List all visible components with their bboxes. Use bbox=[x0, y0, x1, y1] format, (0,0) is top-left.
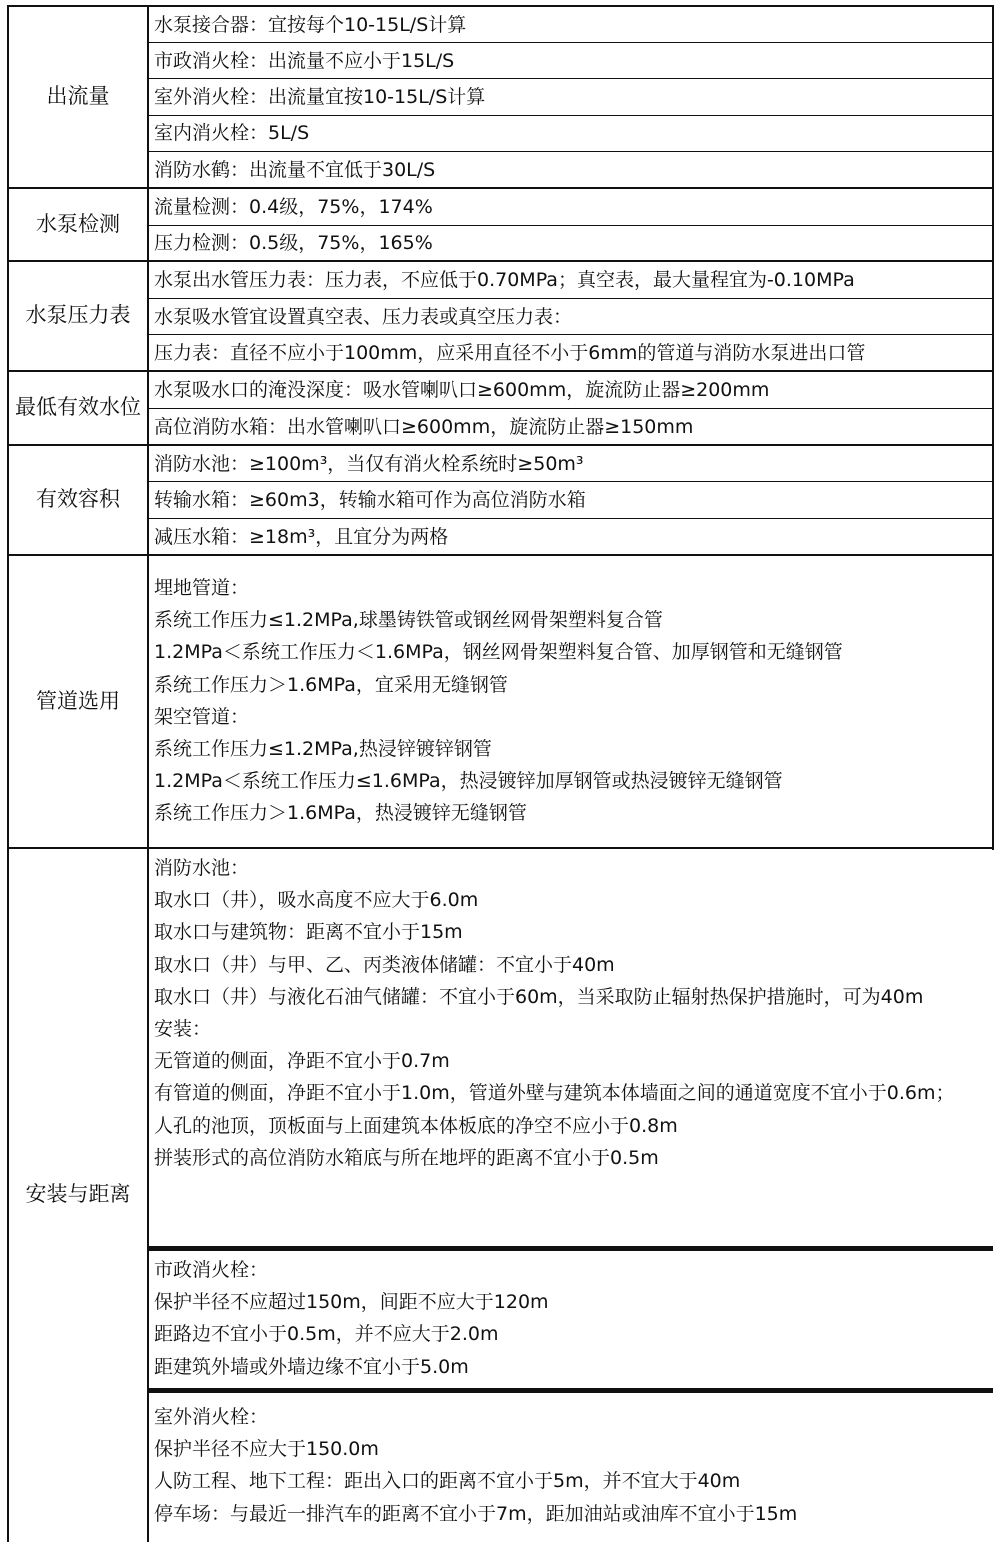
section-divider bbox=[7, 444, 994, 446]
list-item: 保护半径不应超过150m，间距不应大于120m bbox=[154, 1291, 549, 1314]
list-item: 无管道的侧面，净距不宜小于0.7m bbox=[154, 1050, 450, 1073]
section-divider bbox=[7, 554, 994, 556]
outdoor-hydrant-block bbox=[148, 1401, 993, 1541]
column-divider bbox=[147, 5, 149, 1542]
row-divider bbox=[148, 42, 993, 43]
list-item: 取水口（井）与甲、乙、丙类液体储罐：不宜小于40m bbox=[154, 953, 615, 976]
table-row: 水泵出水管压力表：压力表，不应低于0.70MPa；真空表，最大量程宜为-0.10MPa bbox=[154, 268, 855, 291]
list-item: 人防工程、地下工程：距出入口的距离不宜小于5m，并不宜大于40m bbox=[154, 1470, 741, 1493]
table-row: 水泵接合器：宜按每个10-15L/S计算 bbox=[154, 13, 467, 36]
list-item: 保护半径不应大于150.0m bbox=[154, 1438, 379, 1461]
section-label-effective-volume: 有效容积 bbox=[36, 487, 120, 512]
section-divider bbox=[7, 370, 994, 372]
section-label-installation-distance: 安装与距离 bbox=[25, 1182, 131, 1207]
list-item: 系统工作压力＞1.6MPa，热浸镀锌无缝钢管 bbox=[154, 802, 527, 825]
list-item: 架空管道： bbox=[154, 705, 250, 728]
section-label-pump-test: 水泵检测 bbox=[36, 211, 120, 236]
section-divider bbox=[7, 187, 994, 189]
table-row: 消防水池：≥100m³，当仅有消火栓系统时≥50m³ bbox=[154, 452, 584, 475]
sub-block-border bbox=[148, 1388, 993, 1393]
table-row: 水泵吸水口的淹没深度：吸水管喇叭口≥600mm，旋流防止器≥200mm bbox=[154, 378, 770, 401]
sub-block-border bbox=[148, 1246, 993, 1251]
list-item: 安装： bbox=[154, 1018, 212, 1041]
list-item: 有管道的侧面，净距不宜小于1.0m，管道外壁与建筑本体墙面之间的通道宽度不宜小于0.6m； bbox=[154, 1082, 955, 1105]
table-row: 室外消火栓：出流量宜按10-15L/S计算 bbox=[154, 85, 486, 108]
table-border-top bbox=[7, 5, 994, 7]
section-label-min-water-level: 最低有效水位 bbox=[15, 395, 141, 420]
row-divider bbox=[148, 481, 993, 482]
list-item: 市政消火栓： bbox=[154, 1259, 269, 1281]
pipe-selection-block bbox=[148, 572, 993, 842]
list-item: 消防水池： bbox=[154, 857, 250, 879]
list-item: 室外消火栓： bbox=[154, 1406, 269, 1428]
table-row: 水泵吸水管宜设置真空表、压力表或真空压力表： bbox=[154, 305, 573, 328]
section-divider bbox=[7, 847, 994, 849]
list-item: 距路边不宜小于0.5m，并不应大于2.0m bbox=[154, 1323, 499, 1346]
list-item: 1.2MPa＜系统工作压力＜1.6MPa，钢丝网骨架塑料复合管、加厚钢管和无缝钢管 bbox=[154, 641, 843, 664]
row-divider bbox=[148, 225, 993, 226]
table-row: 消防水鹤：出流量不宜低于30L/S bbox=[154, 158, 436, 181]
list-item: 埋地管道： bbox=[154, 577, 250, 599]
section-label-pipe-selection: 管道选用 bbox=[36, 688, 120, 713]
table-row: 市政消火栓：出流量不应小于15L/S bbox=[154, 49, 455, 72]
list-item: 系统工作压力≤1.2MPa,热浸锌镀锌钢管 bbox=[154, 738, 492, 761]
section-divider bbox=[7, 260, 994, 262]
list-item: 停车场：与最近一排汽车的距离不宜小于7m，距加油站或油库不宜小于15m bbox=[154, 1502, 798, 1525]
list-item: 拼装形式的高位消防水箱底与所在地坪的距离不宜小于0.5m bbox=[154, 1146, 659, 1169]
table-row: 减压水箱：≥18m³，且宜分为两格 bbox=[154, 525, 449, 548]
table-row: 流量检测：0.4级，75%，174% bbox=[154, 195, 433, 218]
list-item: 取水口与建筑物：距离不宜小于15m bbox=[154, 921, 463, 944]
list-item: 取水口（井），吸水高度不应大于6.0m bbox=[154, 889, 479, 912]
table-row: 转输水箱：≥60m3，转输水箱可作为高位消防水箱 bbox=[154, 489, 586, 511]
table-border-left bbox=[7, 5, 9, 1542]
list-item: 人孔的池顶，顶板面与上面建筑本体板底的净空不应小于0.8m bbox=[154, 1114, 678, 1137]
row-divider bbox=[148, 78, 993, 79]
table-row: 高位消防水箱：出水管喇叭口≥600mm，旋流防止器≥150mm bbox=[154, 415, 694, 438]
table-row: 室内消火栓：5L/S bbox=[154, 122, 310, 144]
table-row: 压力表：直径不应小于100mm，应采用直径不小于6mm的管道与消防水泵进出口管 bbox=[154, 342, 866, 364]
row-divider bbox=[148, 151, 993, 152]
row-divider bbox=[148, 115, 993, 116]
section-label-pump-gauge: 水泵压力表 bbox=[25, 303, 131, 328]
row-divider bbox=[148, 518, 993, 519]
table-row: 压力检测：0.5级，75%，165% bbox=[154, 232, 433, 254]
section-label-outflow: 出流量 bbox=[46, 84, 110, 109]
list-item: 取水口（井）与液化石油气储罐：不宜小于60m，当采取防止辐射热保护措施时，可为40m bbox=[154, 985, 924, 1008]
table-border-right bbox=[992, 5, 994, 850]
row-divider bbox=[148, 334, 993, 335]
fire-pool-block bbox=[148, 852, 993, 1244]
list-item: 系统工作压力＞1.6MPa，宜采用无缝钢管 bbox=[154, 673, 508, 696]
list-item: 1.2MPa＜系统工作压力≤1.6MPa，热浸镀锌加厚钢管或热浸镀锌无缝钢管 bbox=[154, 770, 783, 793]
list-item: 系统工作压力≤1.2MPa,球墨铸铁管或钢丝网骨架塑料复合管 bbox=[154, 609, 663, 632]
row-divider bbox=[148, 408, 993, 409]
list-item: 距建筑外墙或外墙边缘不宜小于5.0m bbox=[154, 1355, 469, 1378]
row-divider bbox=[148, 298, 993, 299]
municipal-hydrant-block bbox=[148, 1254, 993, 1386]
